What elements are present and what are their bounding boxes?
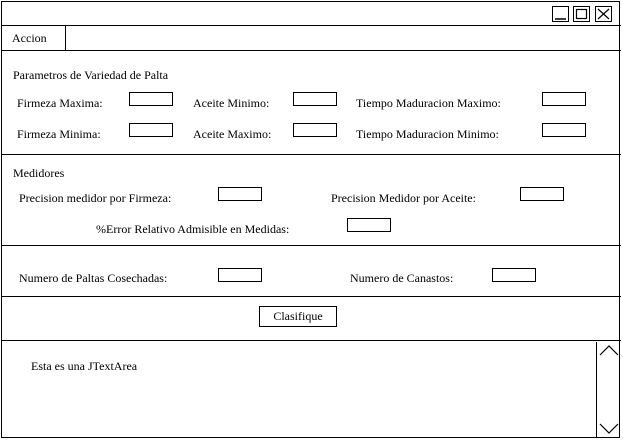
clasifique-button[interactable]: Clasifique — [259, 306, 337, 327]
numero-paltas-field[interactable] — [218, 268, 262, 282]
output-text: Esta es una JTextArea — [31, 359, 138, 373]
textarea-scrollbar[interactable] — [596, 342, 620, 438]
tiempo-maximo-label: Tiempo Maduracion Maximo: — [356, 96, 501, 110]
tiempo-maximo-field[interactable] — [542, 92, 586, 106]
numero-paltas-label: Numero de Paltas Cosechadas: — [19, 271, 168, 285]
menu-accion[interactable]: Accion — [2, 26, 66, 50]
error-relativo-field[interactable] — [347, 218, 391, 232]
precision-aceite-field[interactable] — [520, 187, 564, 201]
numero-canastos-field[interactable] — [492, 268, 536, 282]
precision-firmeza-label: Precision medidor por Firmeza: — [19, 191, 172, 205]
numero-canastos-label: Numero de Canastos: — [350, 271, 454, 285]
section-divider-1 — [2, 154, 621, 155]
minimize-icon[interactable] — [552, 6, 569, 22]
section-divider-3 — [2, 296, 621, 297]
aceite-minimo-field[interactable] — [293, 92, 337, 106]
close-icon[interactable] — [595, 6, 612, 22]
firmeza-maxima-field[interactable] — [129, 92, 173, 106]
tiempo-minimo-label: Tiempo Maduracion Minimo: — [356, 127, 499, 141]
maximize-icon[interactable] — [573, 6, 590, 22]
arrow-up-icon[interactable] — [598, 343, 620, 357]
variedad-section-title: Parametros de Variedad de Palta — [13, 68, 169, 82]
aceite-minimo-label: Aceite Minimo: — [193, 96, 270, 110]
firmeza-minima-label: Firmeza Minima: — [17, 127, 101, 141]
section-divider-2 — [2, 245, 621, 246]
aceite-maximo-label: Aceite Maximo: — [193, 127, 272, 141]
arrow-down-icon[interactable] — [598, 422, 620, 436]
precision-aceite-label: Precision Medidor por Aceite: — [331, 191, 476, 205]
precision-firmeza-field[interactable] — [218, 187, 262, 201]
firmeza-minima-field[interactable] — [129, 123, 173, 137]
aceite-maximo-field[interactable] — [293, 123, 337, 137]
error-relativo-label: %Error Relativo Admisible en Medidas: — [96, 222, 290, 236]
medidores-section-title: Medidores — [13, 166, 65, 180]
application-window — [1, 1, 620, 438]
output-textarea[interactable] — [2, 341, 596, 437]
tiempo-minimo-field[interactable] — [542, 123, 586, 137]
menubar-divider — [2, 50, 621, 51]
firmeza-maxima-label: Firmeza Maxima: — [17, 96, 103, 110]
titlebar-divider — [2, 25, 621, 26]
